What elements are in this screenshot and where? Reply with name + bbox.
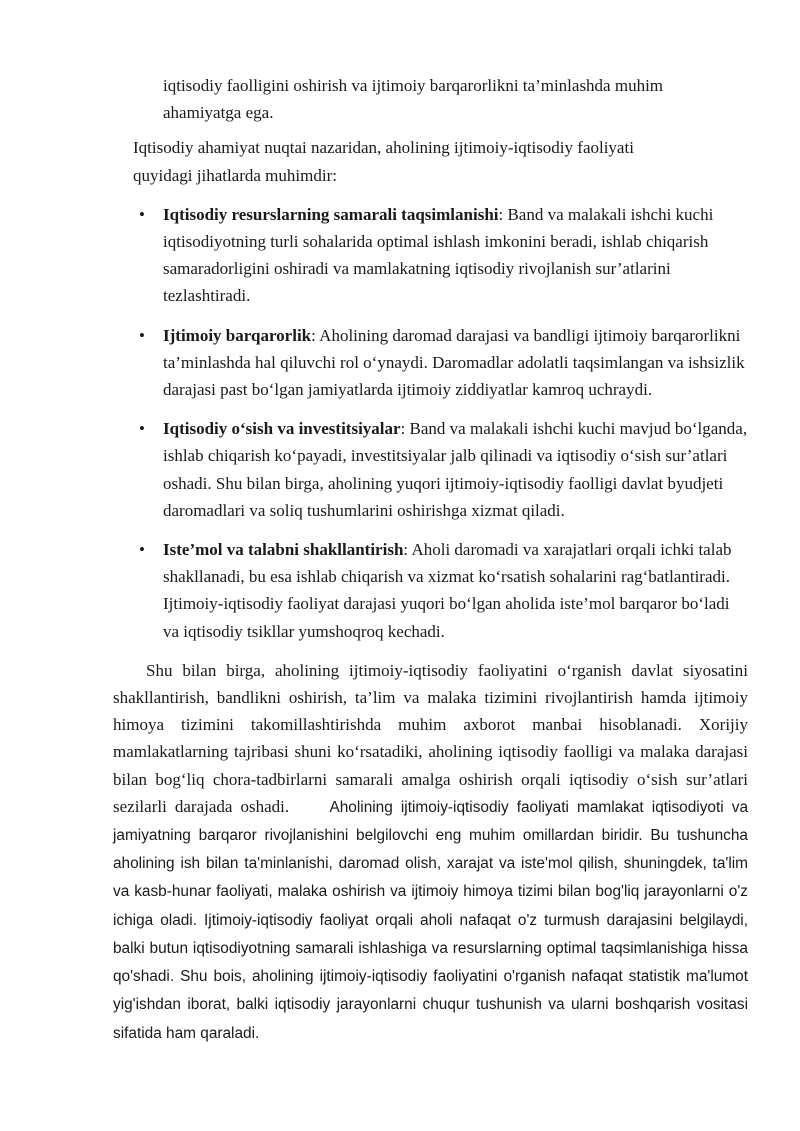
continued-list-text: iqtisodiy faolligini oshirish va ijtimoiy barqarorlikni ta’minlashda muhim ahamiyatga ega.: [163, 76, 664, 123]
closing-text-serif: Shu bilan birga, aholining ijtimoiy-iqtisodiy faoliyatini o‘rganish davlat siyosatini shakllantirish, bandlikni oshirish, ta’lim va malaka tizimini rivojlantirish hamda ijtimoiy himoya tizimini takomillashtirishda muhim axborot manbai hisoblanadi. Xorijiy mamlakatlarning tajribasi shuni ko‘rsatadiki, aholining iqtisodiy faolligi va malaka darajasi bilan bog‘liq chora-tadbirlarni samarali amalga oshirish orqali iqtisodiy o‘sish sur’atlari sezilarli darajada oshadi.: [113, 660, 748, 816]
closing-paragraph: [113, 657, 748, 1047]
list-item-term: Ijtimoiy barqarorlik: [163, 325, 312, 345]
list-item: [113, 201, 748, 310]
list-item: [113, 536, 748, 645]
list-item-text: : Band va malakali ishchi kuchi mavjud bo‘lganda, ishlab chiqarish ko‘payadi, investitsiyalar jalb qilinadi va iqtisodiy o‘sish sur’atlari oshadi. Shu bilan birga, aholining yuqori ijtimoiy-iqtisodiy faolligi davlat byudjeti daromadlari va soliq tushumlarini oshirishga xizmat qiladi.: [163, 419, 748, 520]
intro-paragraph: Iqtisodiy ahamiyat nuqtai nazaridan, aholining ijtimoiy-iqtisodiy faoliyati quyidagi jihatlarda muhimdir:: [133, 138, 634, 185]
bullet-list: [113, 201, 748, 645]
list-item: [113, 415, 748, 524]
bullet-icon: •: [139, 325, 145, 345]
list-item-term: Iqtisodiy o‘sish va investitsiyalar: [163, 419, 401, 439]
bullet-icon: •: [139, 419, 145, 439]
list-item: [113, 322, 748, 404]
list-item-term: Iste’mol va talabni shakllantirish: [163, 540, 404, 560]
list-item-term: Iqtisodiy resurslarning samarali taqsimlanishi: [163, 204, 499, 224]
bullet-icon: •: [139, 540, 145, 560]
closing-text-sans: Aholining ijtimoiy-iqtisodiy faoliyati mamlakat iqtisodiyoti va jamiyatning barqaror rivojlanishini belgilovchi eng muhim omillardan biridir. Bu tushuncha aholining ish bilan ta'minlanishi, daromad olish, xarajat va iste'mol qilish, shuningdek, ta'lim va kasb-hunar faoliyati, malaka oshirish va ijtimoiy himoya tizimi bilan bog'liq jarayonlarni o'z ichiga oladi. Ijtimoiy-iqtisodiy faoliyat orqali aholi nafaqat o'z turmush darajasini belgilaydi, balki butun iqtisodiyotning samarali ishlashiga va resurslarning optimal taqsimlanishiga hissa qo'shadi. Shu bois, aholining ijtimoiy-iqtisodiy faoliyatini o'rganish nafaqat statistik ma'lumot yig'ishdan iborat, balki iqtisodiy jarayonlarni chuqur tushunish va ularni boshqarish vositasi sifatida ham qaraladi.: [113, 798, 749, 1042]
bullet-icon: •: [139, 204, 145, 224]
list-item-text: : Aholining daromad darajasi va bandligi ijtimoiy barqarorlikni ta’minlashda hal qiluvchi rol o‘ynaydi. Daromadlar adolatli taqsimlangan va ishsizlik darajasi past bo‘lgan jamiyatlarda ijtimoiy ziddiyatlar kamroq uchraydi.: [163, 325, 745, 400]
list-item-text: : Band va malakali ishchi kuchi iqtisodiyotning turli sohalarida optimal ishlash imkonini beradi, ishlab chiqarish samaradorligini oshiradi va mamlakatning iqtisodiy rivojlanish sur’atlarini tezlashtiradi.: [163, 204, 714, 306]
list-item-text: : Aholi daromadi va xarajatlari orqali ichki talab shakllanadi, bu esa ishlab chiqarish va xizmat ko‘rsatish sohalarini rag‘batlantiradi. Ijtimoiy-iqtisodiy faoliyat darajasi yuqori bo‘lgan aholida iste’mol barqaror bo‘ladi va iqtisodiy tsikllar yumshoqroq kechadi.: [163, 540, 732, 641]
